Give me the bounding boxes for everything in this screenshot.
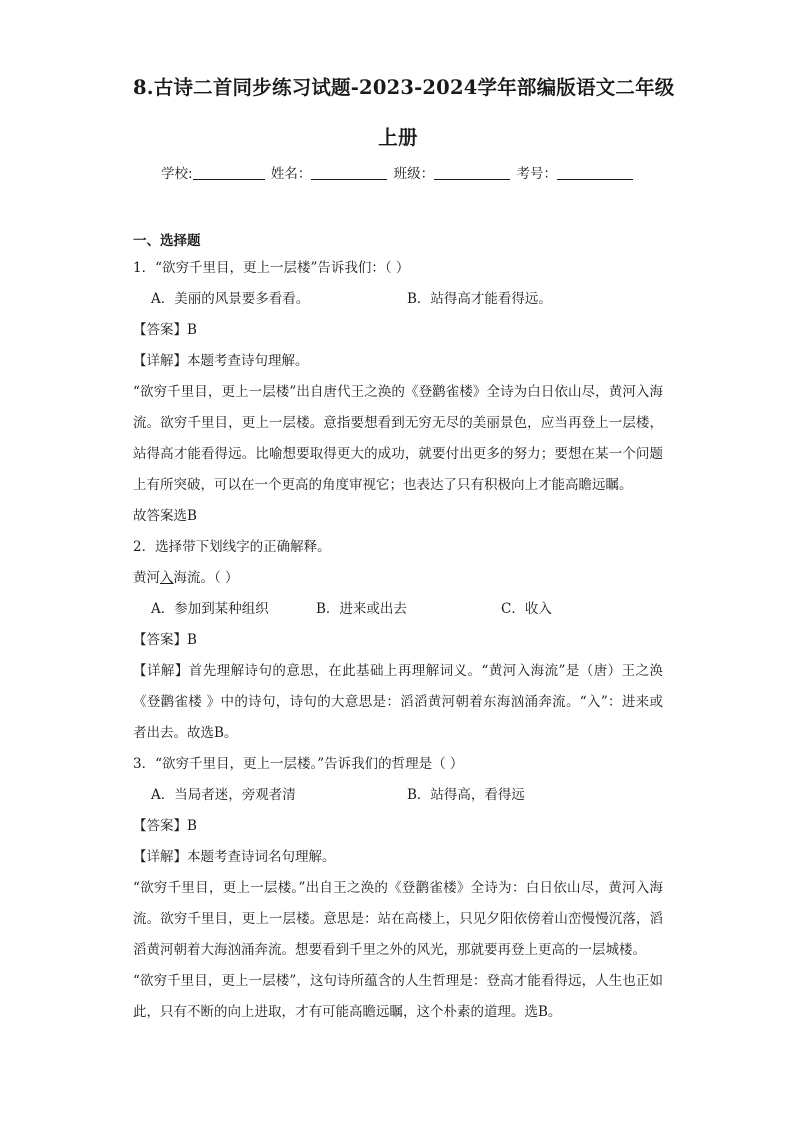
exam-no-blank[interactable] [557,165,633,180]
class-label: 班级： [393,166,435,182]
q3-option-b: B．站得高，看得远 [407,787,525,803]
q1-option-a: A．美丽的风景要多看看。 [151,291,310,307]
school-blank[interactable] [193,165,265,180]
q1-explanation: “欲穷千里目，更上一层楼”出自唐代王之涣的《登鹳雀楼》全诗为白日依山尽，黄河入海流。欲穷千里目，更上一层楼。意指要想看到无穷无尽的美丽景色，应当再登上一层楼，站得高才能看得远。比喻想要取得更大的成功，就要付出更多的努力；要想在某一个问题上有所突破，可以在一个更高的角度审视它；也表达了只有积极向上才能高瞻远瞩。 [133,384,663,493]
q1-stem: 1．“欲穷千里目，更上一层楼”告诉我们：（ ） [133,260,410,276]
q2-option-a: A．参加到某种组织 [151,601,269,617]
q2-sentence-post: 海流。（ ） [173,570,239,586]
q3-explanation-2: “欲穷千里目，更上一层楼”，这句诗所蕴含的人生哲理是：登高才能看得远，人生也正如此，只有不断的向上进取，才有可能高瞻远瞩，这个朴素的道理。选B。 [133,973,663,1020]
q1-option-b: B．站得高才能看得远。 [407,291,552,307]
q3-stem: 3．“欲穷千里目，更上一层楼。”告诉我们的哲理是（ ） [133,756,464,772]
q2-sentence-pre: 黄河 [133,570,160,586]
document-title [133,0,675,163]
q2-underlined-char: 入 [160,570,174,586]
q3-detail [133,842,663,873]
q2-options [133,594,663,625]
q2-detail-label: 【详解】 [133,663,189,679]
section-heading: 一、选择题 [133,233,201,249]
q2-detail-text: 首先理解诗句的意思，在此基础上再理解词义。“黄河入海流”是（唐）王之涣《登鹳雀楼 》中的诗句，诗句的大意思是：滔滔黄河朝着东海汹涌奔流。“入”：进来或者出去。故选B。 [133,663,663,741]
q3-detail-label: 【详解】 [133,849,187,865]
q1-detail-label: 【详解】 [133,353,187,369]
q1-detail [133,346,663,377]
q2-detail [133,656,663,749]
q3-detail-text: 本题考查诗词名句理解。 [187,849,336,865]
school-label: 学校: [161,166,193,182]
exam-no-label: 考号： [516,166,557,182]
q2-answer: 【答案】B [133,632,197,648]
q1-conclusion: 故答案选B [133,508,197,524]
title-line-1: 8.古诗二首同步练习试题-2023-2024学年部编版语文二年级 [133,76,675,99]
questions-content [133,229,663,1028]
title-line-2: 上册 [378,126,418,149]
name-label: 姓名： [270,166,312,182]
q2-stem: 2．选择带下划线字的正确解释。 [133,539,331,555]
q1-options [133,284,663,315]
q2-option-b: B．进来或出去 [316,601,407,617]
class-blank[interactable] [434,165,510,180]
q3-explanation-1: “欲穷千里目，更上一层楼。”出自王之涣的《登鹳雀楼》全诗为：白日依山尽，黄河入海流。欲穷千里目，更上一层楼。意思是：站在高楼上，只见夕阳依傍着山峦慢慢沉落，滔滔黄河朝着大海汹涌奔流。想要看到千里之外的风光，那就要再登上更高的一层城楼。 [133,880,663,958]
q1-detail-text: 本题考查诗句理解。 [187,353,309,369]
q3-option-a: A．当局者迷，旁观者清 [151,787,296,803]
q2-option-c: C．收入 [501,601,552,617]
q3-answer: 【答案】B [133,818,197,834]
q2-sentence [133,563,663,594]
q3-options [133,780,663,811]
q1-answer: 【答案】B [133,322,197,338]
student-info-line [133,163,663,185]
name-blank[interactable] [311,165,387,180]
